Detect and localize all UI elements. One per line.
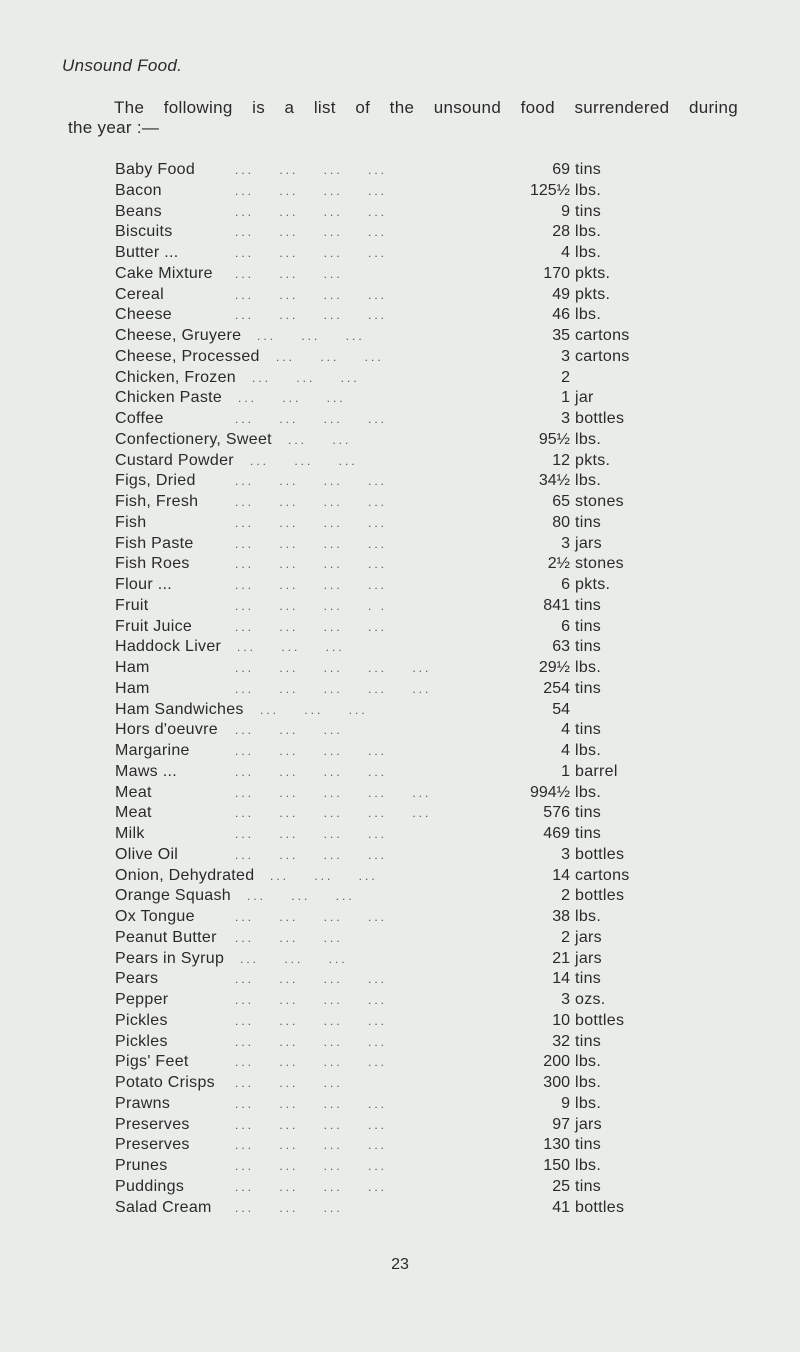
- item-unit: tins: [575, 202, 602, 220]
- item-quantity: 65: [552, 493, 570, 510]
- list-item: [115, 1052, 635, 1073]
- item-name: Cereal: [115, 285, 164, 303]
- list-item: [115, 430, 635, 451]
- item-quantity: 28: [552, 223, 570, 241]
- intro-paragraph: [62, 98, 738, 138]
- leader-dots: ... ... ... ...: [235, 993, 388, 1007]
- list-item: [115, 783, 635, 804]
- item-name: Maws ...: [115, 762, 177, 780]
- item-unit: barrel: [575, 762, 618, 780]
- list-item: [115, 886, 635, 907]
- leader-dots: ... ... ... ...: [235, 412, 388, 426]
- leader-dots: ... ... ... ...: [235, 515, 388, 530]
- list-item: [115, 824, 635, 845]
- item-name: Prunes: [115, 1157, 168, 1174]
- list-item: [115, 202, 635, 223]
- item-unit: tins: [575, 679, 602, 697]
- leader-dots: ... ... ...: [276, 349, 384, 364]
- item-unit: lbs.: [575, 306, 602, 324]
- leader-dots: ... ... ... ...: [235, 1096, 388, 1111]
- item-quantity: 46: [552, 306, 570, 324]
- list-item: [115, 160, 635, 181]
- list-item: [115, 1198, 635, 1219]
- list-item: [115, 181, 635, 202]
- leader-dots: ... ... ... ...: [235, 163, 388, 177]
- item-unit: tins: [575, 825, 602, 842]
- leader-dots: ... ... ...: [270, 868, 378, 883]
- item-unit: cartons: [575, 866, 630, 884]
- item-unit: lbs.: [575, 742, 602, 759]
- item-unit: lbs.: [575, 472, 602, 490]
- list-item: [115, 658, 635, 679]
- list-item: [115, 596, 635, 617]
- item-quantity: 29½: [538, 659, 570, 676]
- list-item: [115, 575, 635, 596]
- item-unit: lbs.: [575, 908, 602, 925]
- list-item: [115, 1073, 635, 1094]
- leader-dots: ... ... ... ...: [235, 744, 388, 758]
- leader-dots: ... ... ... ...: [235, 474, 388, 489]
- item-unit: tins: [575, 617, 602, 635]
- list-item: [115, 803, 635, 824]
- leader-dots: ... ...: [288, 432, 352, 447]
- item-unit: jars: [575, 1115, 602, 1133]
- item-unit: tins: [575, 1177, 602, 1195]
- leader-dots: ... ... ... ...: [235, 1013, 388, 1028]
- item-quantity: 25: [552, 1177, 570, 1195]
- item-quantity: 200: [543, 1053, 570, 1071]
- item-name: Milk: [115, 825, 145, 842]
- leader-dots: ... ... ... ...: [235, 827, 388, 841]
- item-quantity: 3: [561, 534, 570, 552]
- item-unit: tins: [575, 596, 602, 614]
- list-item: [115, 1115, 635, 1136]
- list-item: [115, 264, 635, 285]
- item-name: Pickles: [115, 1032, 168, 1050]
- leader-dots: ... ... ...: [237, 640, 345, 655]
- item-quantity: 41: [552, 1198, 570, 1216]
- item-name: Peanut Butter: [115, 928, 217, 946]
- item-quantity: 14: [552, 866, 570, 884]
- item-quantity: 2: [561, 368, 570, 386]
- item-unit: tins: [575, 970, 602, 988]
- item-quantity: 21: [552, 949, 570, 967]
- list-item: [115, 720, 635, 741]
- leader-dots: ... ... ... ...: [235, 972, 388, 987]
- list-item: [115, 762, 635, 783]
- item-quantity: 3: [561, 845, 570, 863]
- item-unit: pkts.: [575, 285, 611, 303]
- item-name: Pepper: [115, 991, 169, 1008]
- leader-dots: ... ... ... ...: [235, 183, 388, 198]
- item-quantity: 300: [543, 1074, 570, 1091]
- item-name: Meat: [115, 804, 152, 822]
- list-item: [115, 637, 635, 658]
- intro-line-2: the year :—: [68, 118, 160, 137]
- item-name: Fish: [115, 513, 147, 531]
- item-name: Haddock Liver: [115, 638, 222, 656]
- item-quantity: 63: [552, 638, 570, 656]
- item-name: Confectionery, Sweet: [115, 430, 272, 448]
- list-item: [115, 285, 635, 306]
- leader-dots: ... ... ...: [235, 1076, 343, 1090]
- leader-dots: ... ... ... ... ...: [235, 806, 432, 821]
- item-quantity: 4: [561, 244, 570, 261]
- item-quantity: 38: [552, 908, 570, 925]
- item-name: Pears in Syrup: [115, 949, 225, 967]
- leader-dots: ... ... ...: [235, 1200, 343, 1215]
- item-name: Chicken Paste: [115, 389, 223, 407]
- list-item: [115, 990, 635, 1011]
- page-number: 23: [391, 1256, 409, 1273]
- list-item: [115, 368, 635, 389]
- item-name: Puddings: [115, 1177, 185, 1195]
- item-quantity: 469: [543, 825, 570, 842]
- list-item: [115, 554, 635, 575]
- leader-dots: ... ... ...: [240, 951, 348, 966]
- item-unit: bottles: [575, 410, 625, 427]
- list-item: [115, 679, 635, 700]
- list-item: [115, 1135, 635, 1156]
- list-item: [115, 388, 635, 409]
- leader-dots: ... ... ... ... ...: [235, 785, 432, 800]
- item-name: Pears: [115, 970, 159, 988]
- item-unit: lbs.: [575, 1157, 602, 1174]
- item-quantity: 130: [543, 1136, 570, 1154]
- item-quantity: 9: [561, 202, 570, 220]
- list-item: [115, 471, 635, 492]
- intro-line-1: The following is a list of the unsound food surrendered during: [114, 98, 738, 117]
- list-item: [115, 928, 635, 949]
- item-quantity: 254: [543, 679, 570, 697]
- list-item: [115, 1032, 635, 1053]
- item-name: Fish, Fresh: [115, 493, 199, 510]
- item-unit: pkts.: [575, 576, 611, 593]
- item-quantity: 576: [543, 804, 570, 822]
- section-heading: Unsound Food.: [62, 56, 183, 75]
- item-quantity: 1: [561, 389, 570, 407]
- leader-dots: ... ... ... ...: [235, 764, 388, 779]
- item-name: Cheese, Processed: [115, 347, 260, 365]
- item-name: Chicken, Frozen: [115, 368, 236, 386]
- item-unit: stones: [575, 493, 624, 510]
- list-item: [115, 1177, 635, 1198]
- item-quantity: 34½: [538, 472, 570, 490]
- item-unit: pkts.: [575, 451, 611, 469]
- item-unit: bottles: [575, 845, 625, 863]
- item-quantity: 3: [561, 410, 570, 427]
- item-name: Margarine: [115, 742, 190, 759]
- leader-dots: ... ... ...: [238, 391, 346, 406]
- item-quantity: 170: [543, 264, 570, 282]
- leader-dots: ... ... ... ...: [235, 578, 388, 592]
- item-quantity: 10: [552, 1011, 570, 1029]
- item-unit: lbs.: [575, 783, 602, 801]
- leader-dots: ... ... ...: [235, 723, 343, 738]
- leader-dots: ... ... ... ... ...: [235, 661, 432, 675]
- item-quantity: 3: [561, 991, 570, 1008]
- item-unit: tins: [575, 721, 602, 739]
- item-unit: stones: [575, 555, 624, 573]
- item-name: Preserves: [115, 1115, 190, 1133]
- list-item: [115, 617, 635, 638]
- item-unit: tins: [575, 638, 602, 656]
- item-unit: lbs.: [575, 244, 602, 261]
- item-quantity: 49: [552, 285, 570, 303]
- leader-dots: ... ... ... ...: [235, 619, 388, 634]
- item-quantity: 3: [561, 347, 570, 365]
- item-quantity: 6: [561, 617, 570, 635]
- item-unit: bottles: [575, 887, 625, 905]
- item-quantity: 97: [552, 1115, 570, 1133]
- list-item: [115, 222, 635, 243]
- leader-dots: ... ... ... ...: [235, 1034, 388, 1049]
- item-name: Cheese: [115, 306, 172, 324]
- item-quantity: 1: [561, 762, 570, 780]
- list-item: [115, 513, 635, 534]
- item-unit: ozs.: [575, 991, 606, 1008]
- item-unit: bottles: [575, 1198, 625, 1216]
- unsound-food-list: [115, 160, 635, 1218]
- item-name: Ham: [115, 679, 150, 697]
- list-item: [115, 451, 635, 472]
- list-item: [115, 326, 635, 347]
- item-quantity: 9: [561, 1094, 570, 1112]
- item-name: Ham Sandwiches: [115, 700, 244, 718]
- item-unit: lbs.: [575, 223, 602, 241]
- leader-dots: ... ... ...: [247, 889, 355, 904]
- item-unit: cartons: [575, 347, 630, 365]
- item-name: Hors d'oeuvre: [115, 721, 219, 739]
- item-quantity: 80: [552, 513, 570, 531]
- item-unit: lbs.: [575, 181, 602, 199]
- leader-dots: ... ... ... . .: [235, 598, 388, 613]
- item-quantity: 2: [561, 887, 570, 905]
- leader-dots: ... ... ...: [260, 702, 368, 717]
- item-quantity: 4: [561, 742, 570, 759]
- item-quantity: 35: [552, 327, 570, 344]
- leader-dots: ... ... ... ...: [235, 1117, 388, 1132]
- leader-dots: ... ... ... ...: [235, 246, 388, 260]
- item-unit: jars: [575, 534, 602, 552]
- list-item: [115, 845, 635, 866]
- item-name: Fish Roes: [115, 555, 190, 573]
- item-quantity: 95½: [538, 430, 570, 448]
- item-name: Ox Tongue: [115, 908, 195, 925]
- item-unit: lbs.: [575, 1074, 602, 1091]
- item-name: Orange Squash: [115, 887, 231, 905]
- item-unit: lbs.: [575, 1053, 602, 1071]
- item-quantity: 125½: [529, 181, 570, 199]
- list-item: [115, 1094, 635, 1115]
- item-name: Cheese, Gruyere: [115, 327, 242, 344]
- item-quantity: 69: [552, 161, 570, 178]
- item-quantity: 4: [561, 721, 570, 739]
- item-unit: jar: [575, 389, 594, 407]
- item-quantity: 2½: [547, 555, 570, 573]
- item-unit: tins: [575, 1136, 602, 1154]
- item-name: Bacon: [115, 181, 162, 199]
- leader-dots: ... ... ... ...: [235, 495, 388, 509]
- leader-dots: ... ... ... ...: [235, 536, 388, 551]
- leader-dots: ... ... ... ...: [235, 1159, 388, 1173]
- item-name: Prawns: [115, 1094, 171, 1112]
- item-unit: tins: [575, 513, 602, 531]
- item-unit: bottles: [575, 1011, 625, 1029]
- item-unit: lbs.: [575, 1094, 602, 1112]
- item-unit: lbs.: [575, 659, 602, 676]
- leader-dots: ... ... ...: [235, 930, 343, 945]
- item-name: Butter ...: [115, 244, 179, 261]
- item-quantity: 32: [552, 1032, 570, 1050]
- item-unit: tins: [575, 804, 602, 822]
- item-name: Potato Crisps: [115, 1074, 215, 1091]
- item-name: Cake Mixture: [115, 264, 213, 282]
- item-unit: jars: [575, 928, 602, 946]
- item-unit: pkts.: [575, 264, 611, 282]
- list-item: [115, 949, 635, 970]
- item-name: Custard Powder: [115, 451, 234, 469]
- leader-dots: ... ... ... ...: [235, 910, 388, 924]
- item-name: Beans: [115, 202, 162, 220]
- leader-dots: ... ... ... ...: [235, 1138, 388, 1153]
- list-item: [115, 741, 635, 762]
- list-item: [115, 534, 635, 555]
- item-name: Pickles: [115, 1011, 168, 1029]
- item-quantity: 12: [552, 451, 570, 469]
- list-item: [115, 907, 635, 928]
- item-quantity: 150: [543, 1157, 570, 1174]
- list-item: [115, 409, 635, 430]
- item-name: Baby Food: [115, 161, 196, 178]
- item-name: Ham: [115, 659, 150, 676]
- leader-dots: ... ... ... ...: [235, 557, 388, 572]
- leader-dots: ... ... ...: [250, 453, 358, 468]
- leader-dots: ... ... ... ...: [235, 1055, 388, 1070]
- list-item: [115, 347, 635, 368]
- item-quantity: 994½: [529, 783, 570, 801]
- item-name: Preserves: [115, 1136, 190, 1154]
- list-item: [115, 243, 635, 264]
- list-item: [115, 492, 635, 513]
- item-name: Flour ...: [115, 576, 172, 593]
- leader-dots: ... ... ... ...: [235, 225, 388, 240]
- list-item: [115, 1156, 635, 1177]
- item-quantity: 54: [552, 700, 570, 718]
- list-item: [115, 969, 635, 990]
- item-quantity: 6: [561, 576, 570, 593]
- item-unit: lbs.: [575, 430, 602, 448]
- item-quantity: 841: [543, 596, 570, 614]
- item-unit: jars: [575, 949, 602, 967]
- list-item: [115, 305, 635, 326]
- item-name: Pigs' Feet: [115, 1053, 189, 1071]
- item-name: Figs, Dried: [115, 472, 196, 490]
- item-name: Fish Paste: [115, 534, 194, 552]
- item-name: Meat: [115, 783, 152, 801]
- item-quantity: 2: [561, 928, 570, 946]
- leader-dots: ... ... ...: [257, 329, 365, 343]
- item-unit: tins: [575, 1032, 602, 1050]
- leader-dots: ... ... ... ...: [235, 847, 388, 862]
- item-name: Olive Oil: [115, 845, 179, 863]
- item-name: Onion, Dehydrated: [115, 866, 255, 884]
- leader-dots: ... ... ... ...: [235, 204, 388, 219]
- item-name: Coffee: [115, 410, 164, 427]
- leader-dots: ... ... ... ...: [235, 308, 388, 323]
- leader-dots: ... ... ... ...: [235, 287, 388, 302]
- leader-dots: ... ... ...: [252, 370, 360, 385]
- list-item: [115, 700, 635, 721]
- leader-dots: ... ... ... ... ...: [235, 681, 432, 696]
- list-item: [115, 866, 635, 887]
- leader-dots: ... ... ... ...: [235, 1179, 388, 1194]
- item-unit: cartons: [575, 327, 630, 344]
- item-name: Fruit Juice: [115, 617, 193, 635]
- leader-dots: ... ... ...: [235, 266, 343, 281]
- item-quantity: 14: [552, 970, 570, 988]
- item-name: Salad Cream: [115, 1198, 212, 1216]
- item-name: Fruit: [115, 596, 149, 614]
- list-item: [115, 1011, 635, 1032]
- item-name: Biscuits: [115, 223, 173, 241]
- item-unit: tins: [575, 161, 602, 178]
